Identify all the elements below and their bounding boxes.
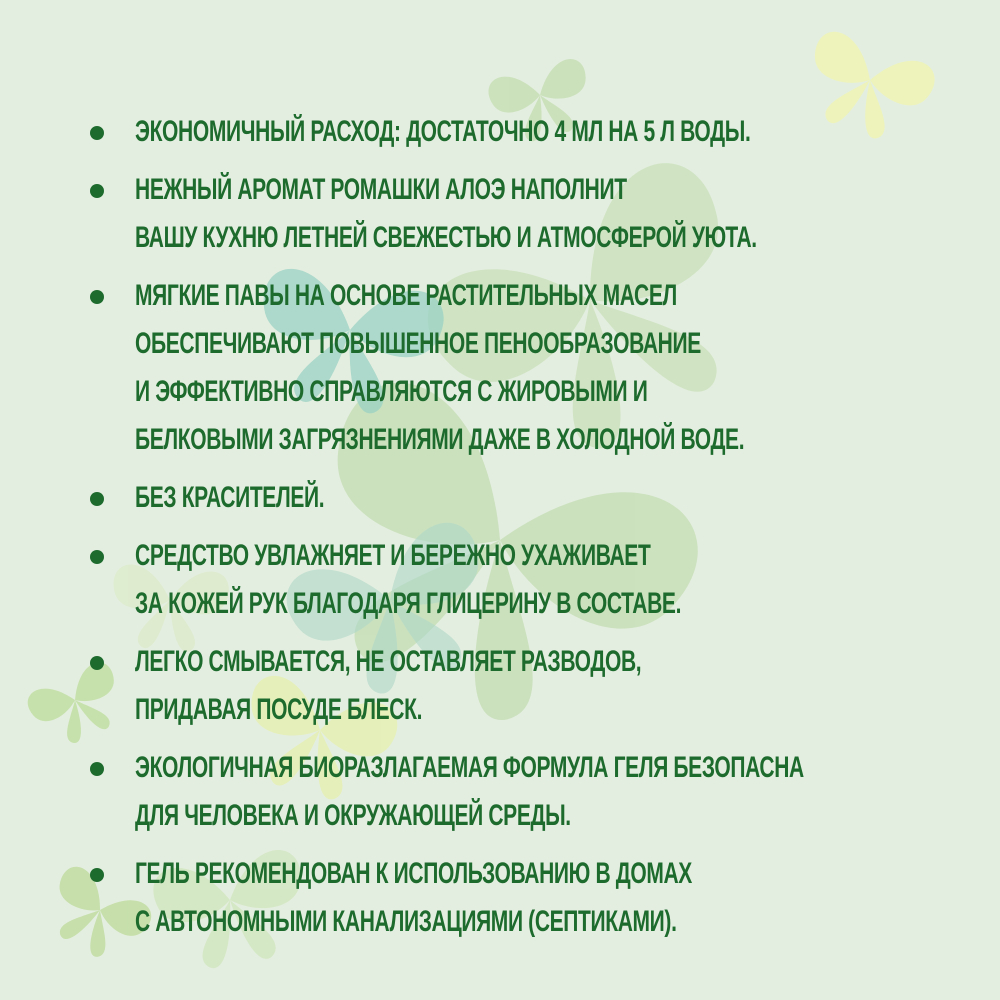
list-item bbox=[90, 272, 950, 464]
list-item bbox=[90, 532, 950, 628]
item-text: ОБЕСПЕЧИВАЮТ ПОВЫШЕННОЕ ПЕНООБРАЗОВАНИЕ bbox=[135, 327, 701, 360]
item-text: МЯГКИЕ ПАВЫ НА ОСНОВЕ РАСТИТЕЛЬНЫХ МАСЕЛ bbox=[135, 279, 677, 312]
item-text: ЗА КОЖЕЙ РУК БЛАГОДАРЯ ГЛИЦЕРИНУ В СОСТАВЕ. bbox=[135, 587, 682, 620]
bullet-icon bbox=[90, 868, 104, 882]
list-item bbox=[90, 474, 950, 522]
list-item bbox=[90, 638, 950, 734]
item-text: ЛЕГКО СМЫВАЕТСЯ, НЕ ОСТАВЛЯЕТ РАЗВОДОВ, bbox=[135, 645, 642, 678]
feature-list bbox=[90, 108, 950, 956]
bullet-icon bbox=[90, 184, 104, 198]
item-text: НЕЖНЫЙ АРОМАТ РОМАШКИ АЛОЭ НАПОЛНИТ bbox=[135, 173, 627, 206]
item-text: С АВТОНОМНЫМИ КАНАЛИЗАЦИЯМИ (СЕПТИКАМИ). bbox=[135, 905, 677, 938]
bullet-icon bbox=[90, 550, 104, 564]
item-text: ПРИДАВАЯ ПОСУДЕ БЛЕСК. bbox=[135, 693, 423, 726]
item-text: ВАШУ КУХНЮ ЛЕТНЕЙ СВЕЖЕСТЬЮ И АТМОСФЕРОЙ УЮТА. bbox=[135, 221, 757, 254]
list-item bbox=[90, 850, 950, 946]
list-item bbox=[90, 108, 950, 156]
item-text: ГЕЛЬ РЕКОМЕНДОВАН К ИСПОЛЬЗОВАНИЮ В ДОМАХ bbox=[135, 857, 692, 890]
item-text: БЕЗ КРАСИТЕЛЕЙ. bbox=[135, 481, 325, 514]
item-text: ЭКОНОМИЧНЫЙ РАСХОД: ДОСТАТОЧНО 4 МЛ НА 5 Л ВОДЫ. bbox=[135, 115, 751, 148]
bullet-icon bbox=[90, 492, 104, 506]
list-item bbox=[90, 166, 950, 262]
item-text: ЭКОЛОГИЧНАЯ БИОРАЗЛАГАЕМАЯ ФОРМУЛА ГЕЛЯ БЕЗОПАСНА bbox=[135, 751, 804, 784]
bullet-icon bbox=[90, 126, 104, 140]
bullet-icon bbox=[90, 290, 104, 304]
list-item bbox=[90, 744, 950, 840]
item-text: БЕЛКОВЫМИ ЗАГРЯЗНЕНИЯМИ ДАЖЕ В ХОЛОДНОЙ ВОДЕ. bbox=[135, 423, 745, 456]
item-text: СРЕДСТВО УВЛАЖНЯЕТ И БЕРЕЖНО УХАЖИВАЕТ bbox=[135, 539, 651, 572]
bullet-icon bbox=[90, 762, 104, 776]
bullet-icon bbox=[90, 656, 104, 670]
item-text: ДЛЯ ЧЕЛОВЕКА И ОКРУЖАЮЩЕЙ СРЕДЫ. bbox=[135, 799, 571, 832]
item-text: И ЭФФЕКТИВНО СПРАВЛЯЮТСЯ С ЖИРОВЫМИ И bbox=[135, 375, 648, 408]
